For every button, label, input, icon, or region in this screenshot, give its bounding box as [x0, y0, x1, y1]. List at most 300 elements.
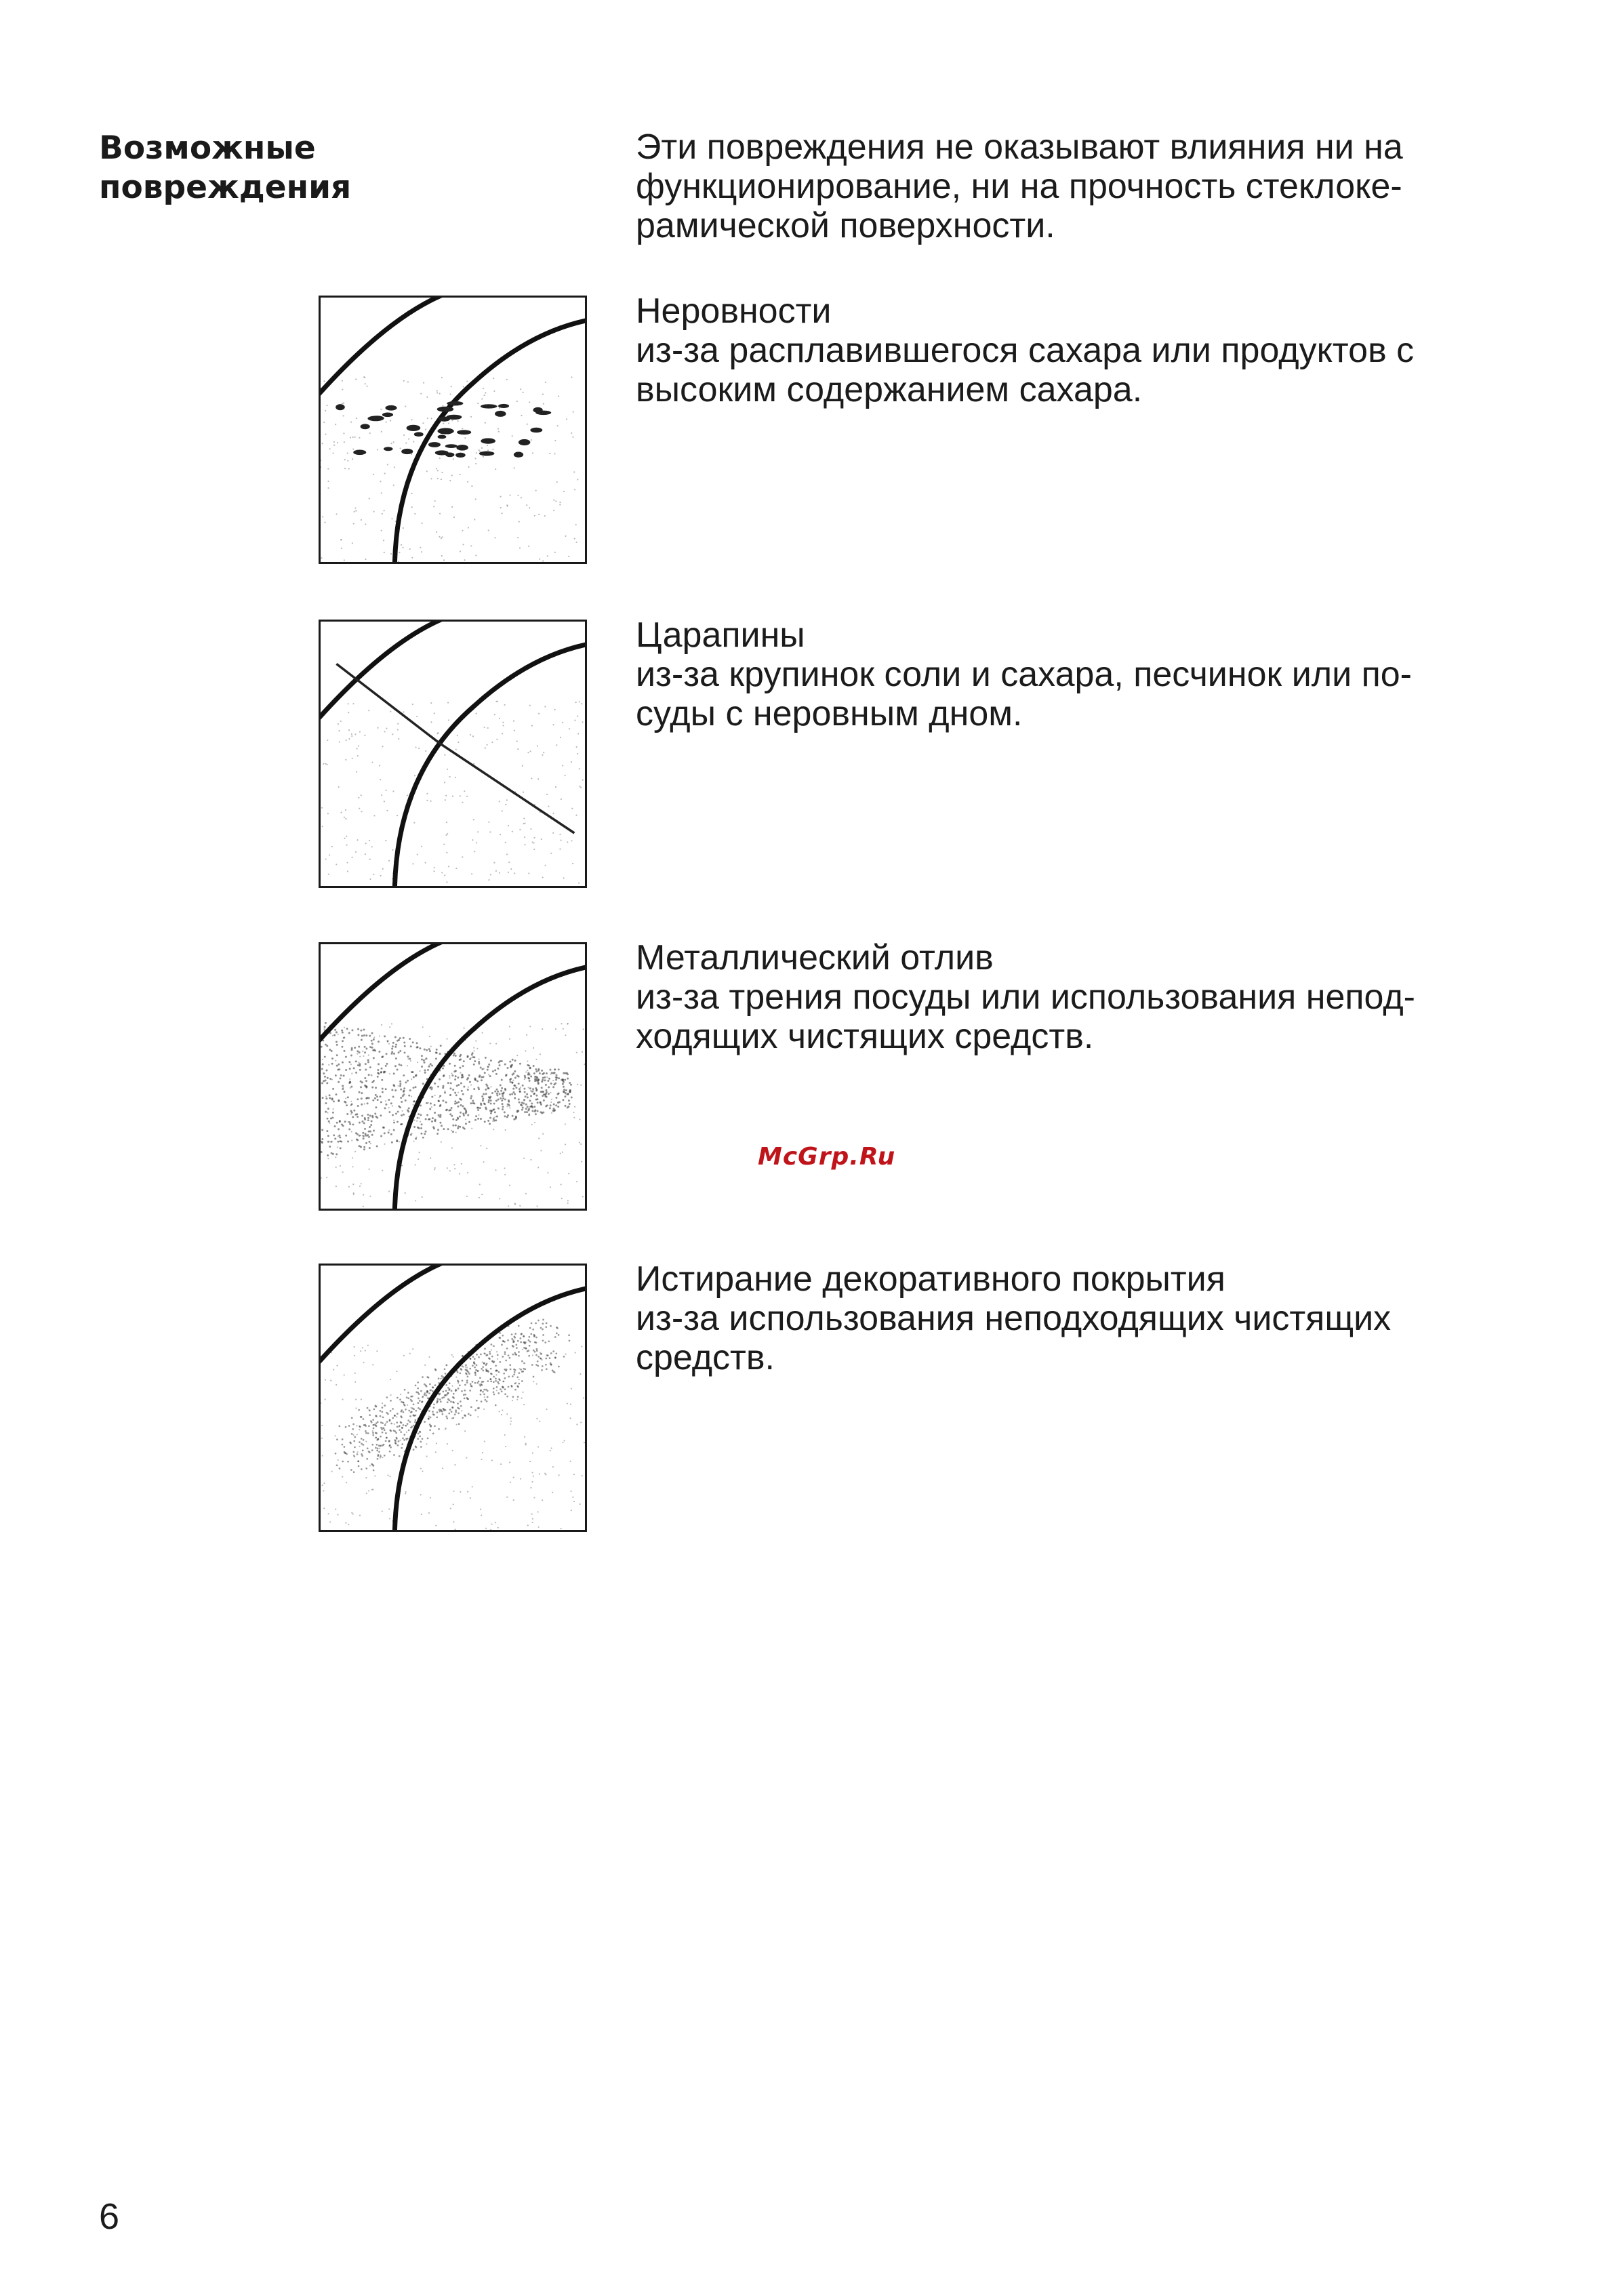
surface-grain-dot [523, 1158, 525, 1159]
metallic-shading-dot [490, 1103, 492, 1105]
metallic-shading-dot [494, 1091, 496, 1093]
surface-grain-dot [403, 711, 404, 712]
metallic-shading-dot [535, 1087, 537, 1089]
surface-grain-dot [394, 1423, 395, 1425]
surface-grain-dot [506, 1106, 508, 1107]
surface-grain-dot [495, 1374, 497, 1375]
wear-patch-dot [455, 1409, 457, 1411]
item-unevenness [636, 291, 1517, 409]
surface-grain-dot [373, 815, 375, 816]
metallic-shading-dot [537, 1079, 540, 1081]
wear-patch-dot [489, 1351, 491, 1353]
wear-patch-dot [536, 1348, 538, 1350]
surface-grain-dot [430, 418, 432, 419]
wear-patch-dot [506, 1396, 508, 1398]
surface-grain-dot [472, 735, 474, 737]
metallic-shading-dot [337, 1141, 339, 1143]
surface-grain-dot [443, 843, 445, 845]
wear-patch-dot [375, 1432, 377, 1434]
surface-grain-dot [356, 418, 357, 419]
surface-grain-dot [345, 809, 346, 811]
surface-grain-dot [482, 1361, 483, 1362]
metallic-shading-dot [381, 1079, 383, 1081]
surface-grain-dot [374, 1475, 375, 1476]
surface-grain-dot [495, 1043, 497, 1045]
surface-grain-dot [521, 497, 522, 498]
surface-grain-dot [410, 1060, 411, 1062]
surface-grain-dot [580, 1144, 582, 1145]
surface-grain-dot [492, 1120, 493, 1122]
surface-grain-dot [527, 424, 528, 425]
metallic-shading-dot [459, 1059, 461, 1061]
surface-grain-dot [344, 468, 346, 469]
metallic-shading-dot [413, 1101, 415, 1103]
surface-grain-dot [442, 1468, 443, 1469]
metallic-shading-dot [563, 1089, 565, 1091]
surface-grain-dot [451, 420, 453, 421]
surface-grain-dot [550, 1102, 552, 1103]
metallic-shading-dot [502, 1106, 504, 1108]
surface-grain-dot [494, 714, 495, 715]
metallic-shading-dot [490, 1112, 492, 1114]
surface-grain-dot [344, 559, 345, 561]
surface-grain-dot [582, 1475, 583, 1476]
metallic-shading-dot [412, 1041, 414, 1043]
wear-patch-dot [513, 1369, 515, 1371]
metallic-shading-dot [359, 1051, 361, 1053]
surface-grain-dot [357, 1434, 358, 1435]
surface-grain-dot [543, 752, 544, 753]
wear-patch-dot [542, 1334, 544, 1336]
metallic-shading-dot [348, 1061, 350, 1063]
metallic-shading-dot [456, 1102, 458, 1104]
surface-grain-dot [554, 453, 555, 454]
surface-grain-dot [537, 1511, 539, 1512]
surface-grain-dot [400, 1394, 401, 1395]
metallic-shading-dot [377, 1072, 379, 1074]
wear-patch-dot [536, 1350, 538, 1352]
surface-grain-dot [534, 1122, 535, 1123]
metallic-shading-dot [335, 1074, 337, 1076]
metallic-shading-dot [465, 1123, 467, 1125]
surface-grain-dot [533, 849, 535, 850]
surface-grain-dot [520, 388, 521, 390]
surface-grain-dot [347, 870, 348, 872]
surface-grain-dot [468, 466, 469, 468]
wear-patch-dot [389, 1429, 391, 1431]
surface-grain-dot [516, 1399, 518, 1400]
wear-patch-dot [397, 1413, 399, 1415]
metallic-shading-dot [332, 1088, 334, 1090]
wear-patch-dot [487, 1354, 489, 1356]
metallic-shading-dot [495, 1099, 498, 1102]
surface-grain-dot [562, 1442, 563, 1443]
metallic-shading-dot [442, 1085, 444, 1087]
surface-grain-dot [516, 1055, 518, 1056]
metallic-shading-dot [408, 1095, 410, 1097]
surface-grain-dot [439, 1097, 440, 1098]
surface-grain-dot [575, 815, 577, 816]
wear-patch-dot [460, 1368, 462, 1370]
surface-grain-dot [562, 722, 563, 723]
metallic-shading-dot [417, 1117, 419, 1119]
metallic-shading-dot [487, 1087, 489, 1089]
surface-grain-dot [356, 771, 357, 773]
surface-grain-dot [505, 1446, 506, 1447]
surface-grain-dot [542, 1499, 543, 1501]
wear-patch-dot [407, 1423, 409, 1425]
wear-patch-dot [447, 1401, 449, 1403]
metallic-shading-dot [421, 1066, 423, 1068]
wear-patch-dot [498, 1383, 500, 1385]
wear-patch-dot [349, 1441, 351, 1443]
surface-grain-dot [369, 840, 370, 841]
surface-grain-dot [389, 1073, 390, 1074]
metallic-shading-dot [345, 1135, 347, 1137]
surface-grain-dot [362, 1051, 363, 1052]
wear-patch-dot [509, 1364, 511, 1366]
wear-patch-dot [476, 1354, 478, 1356]
wear-patch-dot [493, 1345, 495, 1347]
surface-grain-dot [516, 740, 518, 742]
metallic-shading-dot [569, 1103, 571, 1105]
wear-patch-dot [466, 1381, 468, 1383]
surface-grain-dot [549, 453, 550, 454]
wear-patch-dot [382, 1416, 384, 1418]
metallic-shading-dot [489, 1123, 491, 1125]
wear-patch-dot [537, 1320, 540, 1322]
surface-grain-dot [476, 1048, 478, 1049]
surface-grain-dot [493, 1129, 494, 1130]
metallic-shading-dot [367, 1061, 369, 1063]
metallic-shading-dot [321, 1129, 323, 1131]
metallic-shading-dot [491, 1110, 493, 1112]
wear-patch-dot [336, 1438, 338, 1440]
metallic-shading-dot [491, 1092, 493, 1094]
wear-patch-dot [531, 1364, 533, 1366]
metallic-shading-dot [336, 1065, 338, 1067]
metallic-shading-dot [499, 1064, 501, 1066]
metallic-shading-dot [531, 1102, 533, 1104]
metallic-shading-dot [488, 1099, 490, 1102]
surface-grain-dot [550, 1450, 551, 1451]
wear-patch-dot [434, 1369, 437, 1371]
surface-grain-dot [354, 733, 356, 735]
surface-grain-dot [538, 514, 540, 515]
wear-patch-dot [445, 1415, 447, 1417]
surface-grain-dot [401, 544, 402, 546]
metallic-shading-dot [357, 1139, 359, 1141]
wear-patch-dot [419, 1431, 421, 1433]
surface-grain-dot [452, 1386, 453, 1387]
wear-patch-dot [537, 1365, 539, 1367]
surface-grain-dot [352, 448, 354, 449]
surface-grain-dot [524, 822, 525, 824]
wear-patch-dot [397, 1444, 399, 1447]
metallic-shading-dot [535, 1113, 537, 1115]
wear-patch-dot [504, 1369, 506, 1371]
wear-patch-dot [485, 1364, 487, 1366]
surface-grain-dot [464, 790, 465, 792]
wear-patch-dot [550, 1352, 552, 1354]
metallic-shading-dot [346, 1113, 348, 1115]
metallic-shading-dot [329, 1049, 331, 1051]
surface-grain-dot [329, 1521, 331, 1522]
wear-patch-dot [438, 1377, 440, 1379]
surface-grain-dot [384, 1144, 385, 1145]
metallic-shading-dot [326, 1082, 328, 1084]
surface-grain-dot [325, 763, 327, 765]
wear-patch-dot [483, 1393, 485, 1395]
item-metallic-sheen-title: Металлический отлив [636, 938, 994, 977]
surface-grain-dot [387, 1041, 388, 1043]
surface-grain-dot [415, 1200, 416, 1201]
surface-grain-dot [350, 422, 352, 423]
surface-grain-dot [447, 1443, 448, 1444]
metallic-shading-dot [338, 1099, 340, 1102]
surface-grain-dot [571, 432, 572, 434]
metallic-shading-dot [423, 1059, 425, 1062]
surface-grain-dot [502, 722, 504, 723]
metallic-shading-dot [356, 1113, 358, 1115]
metallic-shading-dot [401, 1064, 403, 1066]
wear-patch-dot [392, 1417, 394, 1419]
metallic-shading-dot [324, 1076, 326, 1078]
wear-patch-dot [384, 1424, 386, 1426]
metallic-shading-dot [367, 1102, 369, 1104]
surface-grain-dot [399, 552, 400, 553]
metallic-shading-dot [388, 1099, 390, 1101]
wear-patch-dot [439, 1398, 441, 1400]
surface-grain-dot [563, 877, 565, 878]
metallic-shading-dot [463, 1114, 465, 1116]
wear-patch-dot [568, 1334, 570, 1336]
surface-grain-dot [411, 1133, 412, 1134]
surface-grain-dot [380, 1455, 381, 1456]
surface-grain-dot [472, 1486, 473, 1487]
surface-grain-dot [537, 1167, 539, 1168]
surface-grain-dot [532, 1354, 533, 1356]
metallic-shading-dot [355, 1060, 357, 1062]
wear-patch-dot [365, 1430, 367, 1432]
metallic-shading-dot [493, 1103, 495, 1105]
sugar-droplet-mark [353, 450, 366, 456]
surface-grain-dot [336, 864, 337, 865]
metallic-shading-dot [325, 1044, 327, 1046]
wear-patch-dot [420, 1446, 422, 1448]
surface-grain-dot [324, 522, 325, 523]
surface-grain-dot [552, 1080, 554, 1081]
surface-grain-dot [497, 1358, 498, 1360]
surface-grain-dot [342, 1398, 343, 1400]
metallic-shading-dot [552, 1086, 554, 1088]
surface-grain-dot [411, 1407, 412, 1409]
surface-grain-dot [359, 808, 360, 809]
surface-grain-dot [488, 529, 489, 531]
surface-grain-dot [434, 1095, 436, 1096]
metallic-shading-dot [529, 1087, 531, 1089]
surface-grain-dot [336, 1365, 338, 1367]
metallic-shading-dot [471, 1054, 473, 1056]
wear-patch-dot [419, 1436, 421, 1438]
wear-patch-dot [371, 1421, 373, 1423]
surface-grain-dot [574, 720, 575, 721]
metallic-shading-dot [361, 1092, 363, 1094]
metallic-shading-dot [373, 1049, 375, 1051]
wear-patch-dot [474, 1371, 476, 1373]
surface-grain-dot [405, 1491, 407, 1493]
surface-grain-dot [346, 836, 347, 837]
metallic-shading-dot [369, 1114, 371, 1116]
wear-patch-dot [563, 1356, 565, 1358]
surface-grain-dot [369, 1465, 371, 1466]
metallic-shading-dot [468, 1074, 470, 1076]
metallic-shading-dot [385, 1088, 387, 1090]
wear-patch-dot [377, 1421, 379, 1423]
surface-grain-dot [422, 1196, 423, 1198]
surface-grain-dot [381, 492, 382, 493]
metallic-shading-dot [531, 1106, 533, 1108]
metallic-shading-dot [360, 1086, 362, 1088]
metallic-shading-dot [498, 1108, 500, 1110]
metallic-shading-dot [370, 1124, 372, 1126]
surface-grain-dot [449, 1095, 451, 1096]
metallic-shading-dot [395, 1057, 397, 1059]
wear-patch-dot [480, 1389, 482, 1391]
metallic-shading-dot [353, 1110, 355, 1112]
surface-grain-dot [571, 1388, 572, 1390]
surface-grain-dot [451, 474, 453, 476]
metallic-shading-dot [390, 1133, 392, 1135]
sugar-droplet-mark [385, 405, 397, 411]
surface-grain-dot [441, 538, 442, 539]
surface-grain-dot [510, 1421, 512, 1422]
metallic-shading-dot [556, 1074, 558, 1076]
wear-patch-dot [437, 1398, 439, 1400]
surface-grain-dot [479, 449, 480, 451]
wear-patch-dot [447, 1387, 449, 1389]
surface-grain-dot [379, 765, 380, 767]
surface-grain-dot [338, 723, 339, 725]
surface-grain-dot [383, 1428, 384, 1430]
metallic-shading-dot [447, 1082, 449, 1084]
metallic-shading-dot [542, 1077, 544, 1079]
wear-patch-dot [501, 1344, 503, 1346]
surface-grain-dot [428, 1356, 430, 1358]
metallic-shading-dot [420, 1133, 422, 1135]
metallic-shading-dot [463, 1086, 465, 1088]
metallic-shading-dot [481, 1095, 483, 1097]
metallic-shading-dot [371, 1040, 373, 1042]
surface-grain-dot [362, 1135, 363, 1136]
surface-grain-dot [523, 823, 524, 824]
surface-grain-dot [357, 839, 358, 841]
surface-grain-dot [329, 1141, 331, 1142]
surface-grain-dot [365, 1440, 367, 1442]
metallic-shading-dot [336, 1041, 338, 1043]
surface-grain-dot [447, 769, 448, 770]
wear-patch-dot [520, 1341, 522, 1343]
surface-grain-dot [512, 1080, 514, 1081]
wear-patch-dot [424, 1421, 426, 1423]
surface-grain-dot [361, 1147, 362, 1148]
surface-grain-dot [372, 1489, 373, 1490]
metallic-shading-dot [365, 1087, 367, 1089]
wear-patch-dot [336, 1464, 338, 1466]
surface-grain-dot [538, 1137, 540, 1139]
metallic-shading-dot [346, 1104, 348, 1106]
wear-patch-dot [420, 1440, 422, 1442]
metallic-shading-dot [336, 1054, 338, 1056]
surface-grain-dot [573, 471, 575, 472]
wear-patch-dot [441, 1397, 443, 1399]
metallic-shading-dot [365, 1080, 367, 1082]
surface-grain-dot [430, 801, 431, 802]
surface-grain-dot [344, 1036, 345, 1038]
metallic-shading-dot [371, 1115, 373, 1117]
metallic-shading-dot [399, 1064, 401, 1066]
surface-grain-dot [419, 1152, 420, 1153]
metallic-shading-dot [429, 1108, 431, 1110]
surface-grain-dot [343, 403, 344, 404]
surface-grain-dot [571, 761, 572, 763]
surface-grain-dot [356, 1425, 357, 1426]
metallic-shading-dot [415, 1086, 417, 1088]
surface-grain-dot [351, 735, 352, 737]
metallic-shading-dot [567, 1078, 569, 1080]
surface-grain-dot [448, 719, 449, 721]
surface-grain-dot [475, 554, 476, 556]
surface-grain-dot [573, 1112, 575, 1113]
sugar-droplet-mark [519, 439, 531, 445]
wear-patch-dot [473, 1362, 475, 1364]
metallic-shading-dot [430, 1103, 432, 1105]
surface-grain-dot [529, 705, 531, 706]
sugar-droplet-mark [384, 447, 393, 451]
metallic-shading-dot [449, 1109, 451, 1111]
surface-grain-dot [508, 862, 510, 863]
metallic-shading-dot [407, 1110, 409, 1112]
wear-patch-dot [365, 1468, 367, 1470]
surface-grain-dot [348, 703, 349, 704]
wear-patch-dot [523, 1362, 525, 1365]
metallic-shading-dot [376, 1145, 378, 1147]
surface-grain-dot [533, 1381, 534, 1382]
wear-patch-dot [542, 1339, 544, 1341]
metallic-shading-dot [427, 1069, 429, 1071]
surface-grain-dot [343, 432, 344, 434]
wear-patch-dot [394, 1415, 396, 1417]
wear-patch-dot [397, 1426, 399, 1428]
surface-grain-dot [530, 1090, 531, 1091]
surface-grain-dot [536, 1418, 537, 1419]
wear-patch-dot [382, 1407, 384, 1409]
wear-patch-dot [415, 1419, 417, 1421]
metallic-shading-dot [441, 1125, 443, 1127]
surface-grain-dot [467, 1491, 468, 1493]
sugar-droplet-mark [414, 432, 424, 437]
metallic-shading-dot [458, 1106, 460, 1108]
surface-grain-dot [399, 1141, 400, 1142]
intro-line3: рамической поверхности. [636, 206, 1055, 245]
surface-grain-dot [577, 733, 579, 734]
metallic-shading-dot [545, 1105, 547, 1107]
surface-grain-dot [473, 1047, 474, 1049]
surface-grain-dot [516, 401, 518, 402]
surface-grain-dot [354, 1151, 356, 1152]
metallic-shading-dot [403, 1042, 405, 1044]
metallic-shading-dot [329, 1146, 331, 1148]
